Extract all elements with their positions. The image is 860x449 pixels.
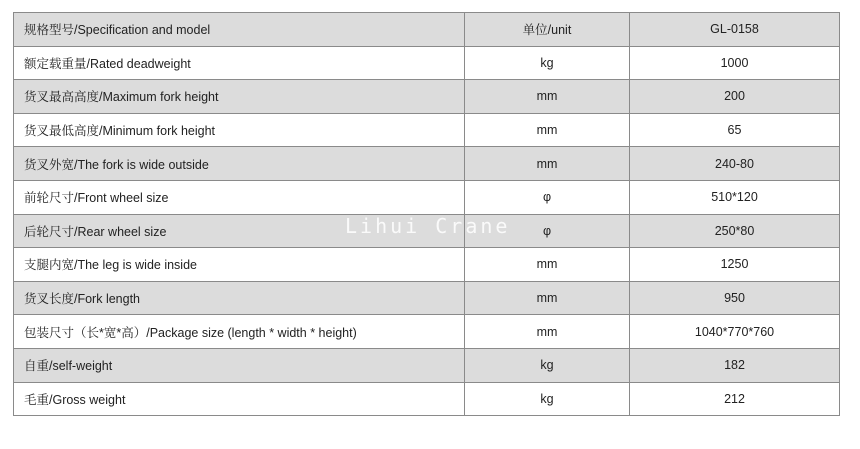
spec-value: 65 bbox=[630, 113, 840, 147]
spec-value: 200 bbox=[630, 80, 840, 114]
spec-name: 自重/self-weight bbox=[14, 348, 465, 382]
spec-value: 182 bbox=[630, 348, 840, 382]
spec-value: 950 bbox=[630, 281, 840, 315]
table-row bbox=[14, 147, 840, 181]
table-row bbox=[14, 281, 840, 315]
spec-unit: mm bbox=[465, 80, 630, 114]
table-row bbox=[14, 348, 840, 382]
spec-value: 212 bbox=[630, 382, 840, 416]
spec-name: 毛重/Gross weight bbox=[14, 382, 465, 416]
table-row bbox=[14, 180, 840, 214]
spec-unit: kg bbox=[465, 46, 630, 80]
spec-unit: 单位/unit bbox=[465, 13, 630, 47]
spec-value: 1250 bbox=[630, 248, 840, 282]
spec-unit: mm bbox=[465, 281, 630, 315]
table-row bbox=[14, 80, 840, 114]
table-row bbox=[14, 13, 840, 47]
watermark-text: Lihui Crane bbox=[345, 214, 511, 238]
spec-name: 货叉最高高度/Maximum fork height bbox=[14, 80, 465, 114]
spec-value: 250*80 bbox=[630, 214, 840, 248]
spec-value: 1040*770*760 bbox=[630, 315, 840, 349]
spec-value: 510*120 bbox=[630, 180, 840, 214]
spec-name: 包装尺寸（长*宽*高）/Package size (length * width * height) bbox=[14, 315, 465, 349]
spec-unit: φ bbox=[465, 180, 630, 214]
spec-value: GL-0158 bbox=[630, 13, 840, 47]
table-row bbox=[14, 382, 840, 416]
spec-unit: kg bbox=[465, 348, 630, 382]
spec-unit: mm bbox=[465, 248, 630, 282]
spec-unit: mm bbox=[465, 315, 630, 349]
spec-value: 1000 bbox=[630, 46, 840, 80]
specification-table bbox=[13, 12, 840, 416]
spec-name: 货叉最低高度/Minimum fork height bbox=[14, 113, 465, 147]
table-row bbox=[14, 248, 840, 282]
table-row bbox=[14, 113, 840, 147]
spec-unit: mm bbox=[465, 113, 630, 147]
spec-unit: mm bbox=[465, 147, 630, 181]
spec-name: 支腿内宽/The leg is wide inside bbox=[14, 248, 465, 282]
spec-unit: kg bbox=[465, 382, 630, 416]
spec-name: 货叉外宽/The fork is wide outside bbox=[14, 147, 465, 181]
spec-value: 240-80 bbox=[630, 147, 840, 181]
table-row bbox=[14, 315, 840, 349]
spec-name: 后轮尺寸/Rear wheel size bbox=[14, 214, 465, 248]
spec-name: 规格型号/Specification and model bbox=[14, 13, 465, 47]
spec-name: 前轮尺寸/Front wheel size bbox=[14, 180, 465, 214]
table-row bbox=[14, 214, 840, 248]
spec-name: 货叉长度/Fork length bbox=[14, 281, 465, 315]
table-row bbox=[14, 46, 840, 80]
spec-name: 额定载重量/Rated deadweight bbox=[14, 46, 465, 80]
spec-unit: φ bbox=[465, 214, 630, 248]
